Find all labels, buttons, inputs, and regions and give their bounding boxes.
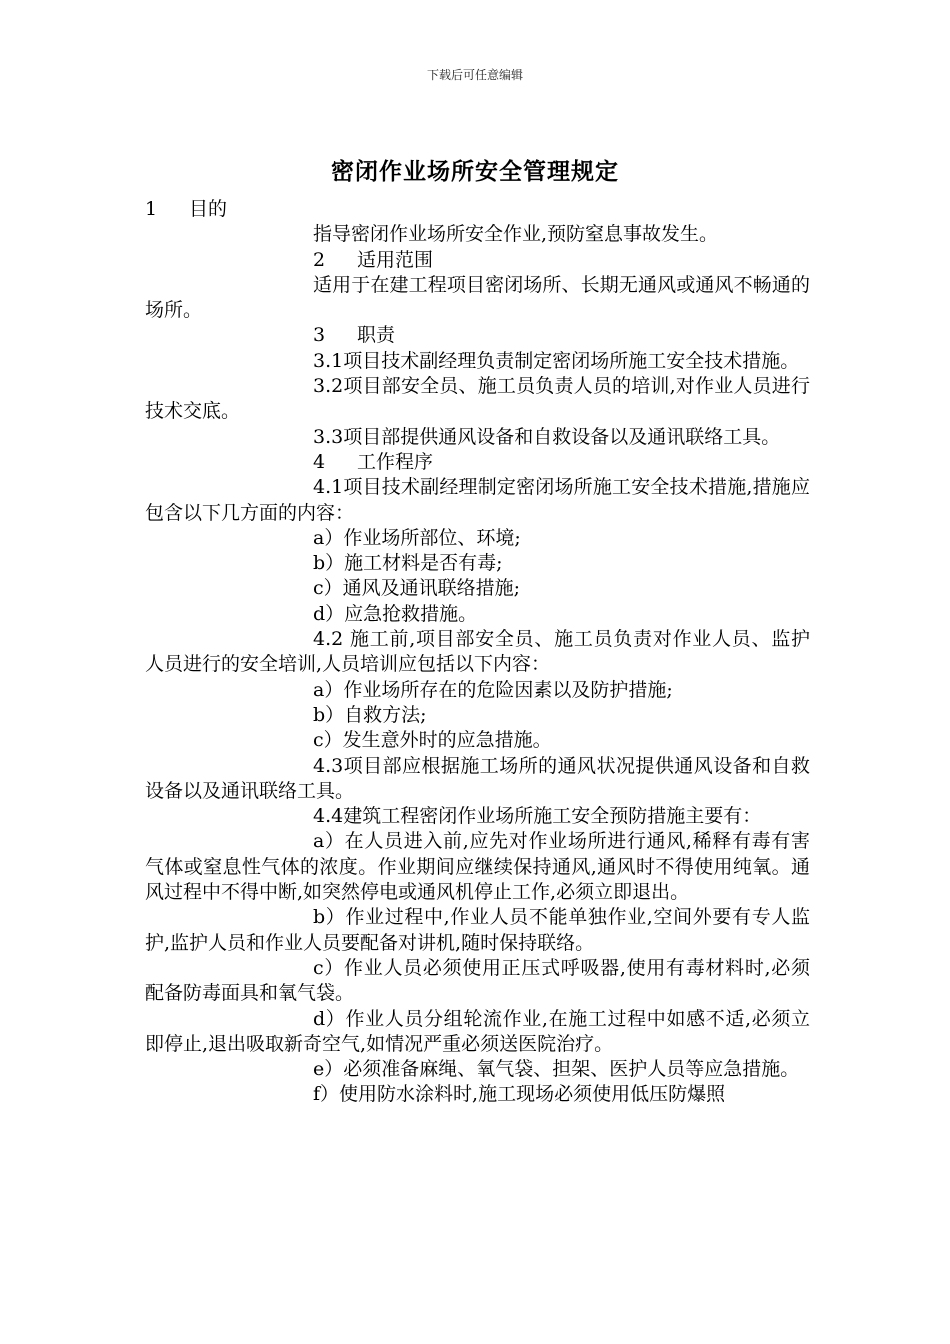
paragraph: 4.1项目技术副经理制定密闭场所施工安全技术措施,措施应包含以下几方面的内容：: [145, 476, 810, 524]
paragraph: 4.4建筑工程密闭作业场所施工安全预防措施主要有：: [313, 805, 762, 828]
paragraph: 适用于在建工程项目密闭场所、长期无通风或通风不畅通的场所。: [145, 273, 810, 322]
section-label: 适用范围: [357, 248, 434, 271]
section-number: 2: [313, 248, 326, 271]
section-label: 工作程序: [357, 450, 434, 473]
document-title: 密闭作业场所安全管理规定: [331, 158, 619, 185]
list-item: b）作业过程中,作业人员不能单独作业,空间外要有专人监护,监护人员和作业人员要配备对讲机,随时保持联络。: [145, 906, 810, 954]
list-item: c）通风及通讯联络措施;: [313, 577, 521, 600]
document-body: [145, 197, 810, 1108]
list-item: a）作业场所存在的危险因素以及防护措施;: [313, 678, 673, 701]
section-label: 目的: [189, 198, 228, 220]
section-number: 3: [313, 324, 326, 347]
header-note: 下载后可任意编辑: [426, 68, 523, 82]
section-label: 职责: [357, 324, 396, 347]
list-item: b）施工材料是否有毒;: [313, 552, 503, 575]
list-item: b）自救方法;: [313, 703, 427, 726]
section-number: 1: [145, 198, 158, 220]
paragraph: 3.3项目部提供通风设备和自救设备以及通讯联络工具。: [313, 425, 781, 448]
paragraph: 3.2项目部安全员、施工员负责人员的培训,对作业人员进行技术交底。: [145, 375, 810, 423]
list-item: a）作业场所部位、环境;: [313, 526, 521, 549]
section-heading-4: [145, 450, 810, 475]
section-number: 4: [313, 450, 326, 473]
section-heading-2: [145, 248, 810, 273]
paragraph: 指导密闭作业场所安全作业,预防窒息事故发生。: [313, 223, 719, 246]
list-item: c）作业人员必须使用正压式呼吸器,使用有毒材料时,必须配备防毒面具和氧气袋。: [145, 956, 810, 1005]
list-item: d）作业人员分组轮流作业,在施工过程中如感不适,必须立即停止,退出吸取新奇空气,如情况严重必须送医院治疗。: [145, 1007, 810, 1055]
list-item: f）使用防水涂料时,施工现场必须使用低压防爆照: [313, 1083, 726, 1106]
list-item: c）发生意外时的应急措施。: [313, 729, 552, 752]
list-item: d）应急抢救措施。: [313, 602, 478, 625]
section-heading-1: [145, 197, 810, 222]
paragraph: 4.3项目部应根据施工场所的通风状况提供通风设备和自救设备以及通讯联络工具。: [145, 754, 810, 802]
paragraph: 4.2 施工前,项目部安全员、施工员负责对作业人员、监护人员进行的安全培训,人员培训应包括以下内容：: [145, 628, 810, 676]
list-item: a）在人员进入前,应先对作业场所进行通风,稀释有毒有害气体或窒息性气体的浓度。作业期间应继续保持通风,通风时不得使用纯氧。通风过程中不得中断,如突然停电或通风机停止工作,必须立即退出。: [145, 830, 810, 904]
list-item: e）必须准备麻绳、氧气袋、担架、医护人员等应急措施。: [313, 1058, 800, 1081]
section-heading-3: [145, 323, 810, 348]
paragraph: 3.1项目技术副经理负责制定密闭场所施工安全技术措施。: [313, 349, 800, 372]
